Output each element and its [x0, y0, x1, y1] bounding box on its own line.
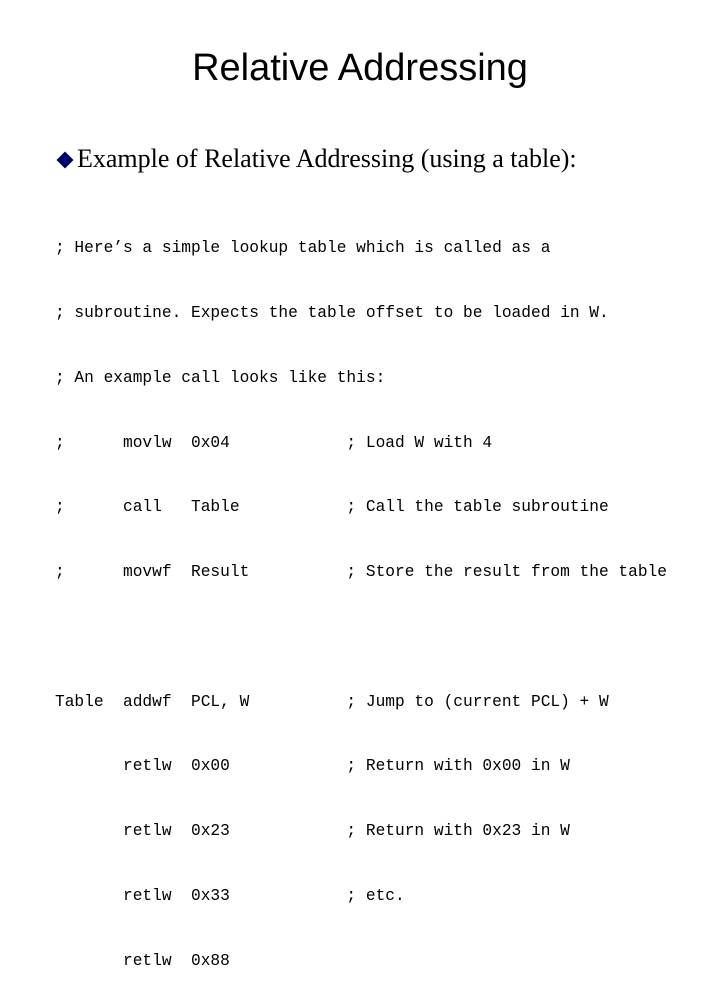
code-instruction-line: Table addwf PCL, W ; Jump to (current PCL) + W — [55, 692, 609, 711]
code-comment-line: ; movlw 0x04 ; Load W with 4 — [55, 433, 493, 452]
code-instruction-line: retlw 0x88 — [55, 951, 230, 970]
bullet-text: Example of Relative Addressing (using a table): — [77, 144, 577, 173]
code-comment-line: ; An example call looks like this: — [55, 368, 386, 387]
code-comment-line: ; movwf Result ; Store the result from the table — [55, 563, 667, 582]
code-listing — [55, 195, 667, 994]
code-instruction-line: retlw 0x33 ; etc. — [55, 887, 405, 905]
code-comment-line: ; call Table ; Call the table subroutine — [55, 498, 609, 517]
code-instruction-line: retlw 0x00 ; Return with 0x00 in W — [55, 757, 570, 776]
code-blank-line — [55, 627, 667, 649]
bullet-item — [55, 143, 577, 175]
slide-title: Relative Addressing — [192, 47, 528, 89]
code-comment-line: ; subroutine. Expects the table offset to be loaded in W. — [55, 303, 609, 322]
code-comment-line: ; Here’s a simple lookup table which is called as a — [55, 239, 551, 258]
code-instruction-line: retlw 0x23 ; Return with 0x23 in W — [55, 822, 570, 841]
diamond-bullet-icon — [57, 151, 74, 168]
